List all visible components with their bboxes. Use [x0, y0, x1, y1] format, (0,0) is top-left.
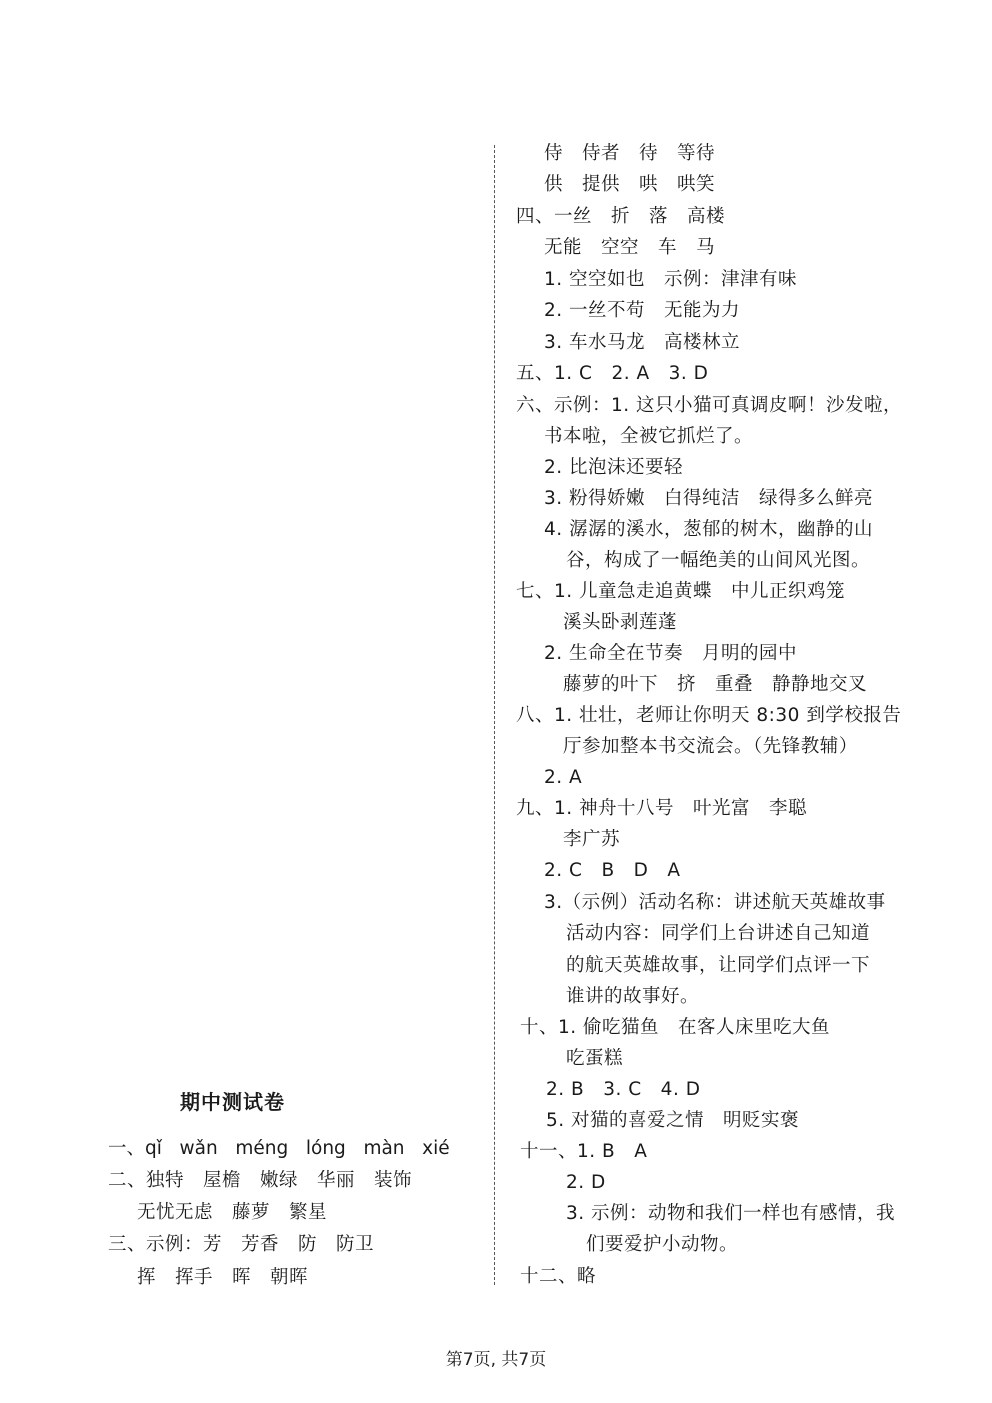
answer-line: 2. D: [566, 1172, 606, 1193]
answer-line: 无能 空空 车 马: [544, 237, 716, 258]
answer-line: 吃蛋糕: [566, 1048, 624, 1069]
answer-line: 2. C B D A: [544, 860, 681, 881]
answer-line: 2. 一丝不苟 无能为力: [544, 300, 741, 321]
answer-line: 4. 潺潺的溪水，葱郁的树木，幽静的山: [544, 519, 874, 540]
answer-line: 3. 粉得娇嫩 白得纯洁 绿得多么鲜亮: [544, 488, 874, 509]
answer-line: 厅参加整本书交流会。（先锋教辅）: [563, 736, 858, 757]
section-ten-header: 十、1. 偷吃猫鱼 在客人床里吃大鱼: [520, 1017, 831, 1038]
answer-line: 3. 示例：动物和我们一样也有感情，我: [566, 1203, 896, 1224]
answer-line: 活动内容：同学们上台讲述自己知道: [566, 923, 871, 944]
answer-line: 1. 空空如也 示例：津津有味: [544, 269, 798, 290]
answer-line: 5. 对猫的喜爱之情 明贬实褒: [546, 1110, 800, 1131]
answer-line: 2. A: [544, 767, 583, 788]
answer-line: 谷，构成了一幅绝美的山间风光图。: [566, 550, 871, 571]
answer-line: 书本啦，全被它抓烂了。: [544, 426, 754, 447]
answer-line: 侍 侍者 待 等待: [544, 143, 716, 164]
answer-line: 2. 比泡沫还要轻: [544, 457, 684, 478]
answer-line: 2. 生命全在节奏 月明的园中: [544, 643, 798, 664]
section-nine-header: 九、1. 神舟十八号 叶光富 李聪: [516, 798, 808, 819]
answer-line: 的航天英雄故事，让同学们点评一下: [566, 955, 871, 976]
section-six-header: 六、示例：1. 这只小猫可真调皮啊！沙发啦，: [516, 395, 903, 416]
page-number: 第7页, 共7页: [445, 1350, 547, 1370]
answer-line: 三、示例：芳 芳香 防 防卫: [108, 1234, 375, 1255]
answer-line: 供 提供 哄 哄笑: [544, 174, 716, 195]
section-seven-header: 七、1. 儿童急走追黄蝶 中儿正织鸡笼: [516, 581, 846, 602]
answer-line: 挥 挥手 晖 朝晖: [137, 1267, 309, 1288]
section-twelve-header: 十二、略: [520, 1266, 597, 1287]
answer-line: 谁讲的故事好。: [566, 986, 700, 1007]
answer-line: 2. B 3. C 4. D: [546, 1079, 701, 1100]
answer-line: 二、独特 屋檐 嫩绿 华丽 装饰: [108, 1170, 413, 1191]
column-divider: [494, 145, 495, 1285]
answer-line: 李广苏: [563, 829, 621, 850]
answer-line: 溪头卧剥莲蓬: [563, 612, 678, 633]
section-title: 期中测试卷: [180, 1090, 285, 1114]
section-four-header: 四、一丝 折 落 高楼: [516, 206, 726, 227]
answer-line: 无忧无虑 藤萝 繁星: [137, 1202, 328, 1223]
answer-line: 3. 车水马龙 高楼林立: [544, 332, 741, 353]
answer-line: 藤萝的叶下 挤 重叠 静静地交叉: [563, 674, 868, 695]
section-five-header: 五、1. C 2. A 3. D: [516, 363, 709, 384]
pinyin-answer-line: 一、qǐ wǎn méng lóng màn xié: [108, 1138, 450, 1159]
answer-line: 们要爱护小动物。: [586, 1234, 739, 1255]
answer-line: 3.（示例）活动名称：讲述航天英雄故事: [544, 892, 886, 913]
section-eleven-header: 十一、1. B A: [520, 1141, 648, 1162]
section-eight-header: 八、1. 壮壮，老师让你明天 8:30 到学校报告: [516, 705, 902, 726]
